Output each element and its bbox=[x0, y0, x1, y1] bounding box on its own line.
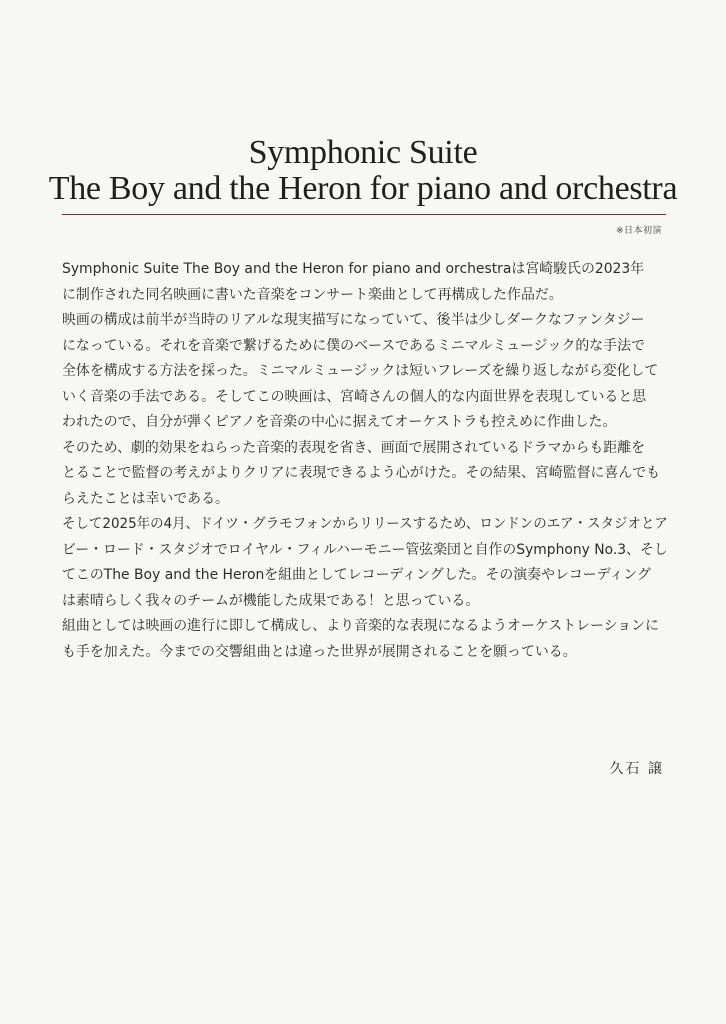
author-signature: 久石 譲 bbox=[609, 761, 664, 777]
text-line: に制作された同名映画に書いた音楽をコンサート楽曲として再構成した作品だ。 bbox=[62, 286, 563, 303]
title-divider bbox=[62, 214, 666, 215]
text-line: われたので、自分が弾くピアノを音楽の中心に据えてオーケストラも控えめに作曲した。 bbox=[62, 414, 617, 430]
text-line: ビー・ロード・スタジオでロイヤル・フィルハーモニー管弦楽団と自作のSymphony No.3、そし bbox=[62, 541, 668, 558]
text-line: になっている。それを音楽で繋げるために僕のベースであるミニマルミュージック的な手法で bbox=[62, 337, 645, 354]
text-line: 組曲としては映画の進行に即して構成し、より音楽的な表現になるようオーケストレーションに bbox=[62, 618, 659, 634]
text-line: てこのThe Boy and the Heronを組曲としてレコーディングした。その演奏やレコーディング bbox=[62, 567, 651, 583]
text-line: は素晴らしく我々のチームが機能した成果である！と思っている。 bbox=[62, 592, 480, 609]
text-line: 映画の構成は前半が当時のリアルな現実描写になっていて、後半は少しダークなファンタジー bbox=[62, 312, 645, 328]
text-line: そのため、劇的効果をねらった音楽的表現を省き、画面で展開されているドラマからも距離を bbox=[62, 439, 646, 456]
text-line: そして2025年の4月、ドイツ・グラモフォンからリリースするため、ロンドンのエア・スタジオとア bbox=[62, 516, 668, 532]
premiere-note: ※日本初演 bbox=[615, 226, 662, 236]
text-line: いく音楽の手法である。そしてこの映画は、宮崎さんの個人的な内面世界を表現していると思 bbox=[62, 388, 647, 405]
program-notes bbox=[62, 257, 672, 665]
title-line-2: The Boy and the Heron for piano and orchestra bbox=[48, 170, 678, 207]
text-line: らえたことは幸いである。 bbox=[62, 490, 229, 507]
text-line: Symphonic Suite The Boy and the Heron for piano and orchestraは宮崎駿氏の2023年 bbox=[62, 261, 645, 277]
text-line: とることで監督の考えがよりクリアに表現できるよう心がけた。その結果、宮崎監督に喜んでも bbox=[62, 465, 661, 481]
text-line: 全体を構成する方法を採った。ミニマルミュージックは短いフレーズを繰り返しながら変化して bbox=[62, 363, 659, 379]
text-line: も手を加えた。今までの交響組曲とは違った世界が展開されることを願っている。 bbox=[62, 643, 577, 660]
title-line-1: Symphonic Suite bbox=[248, 134, 478, 171]
